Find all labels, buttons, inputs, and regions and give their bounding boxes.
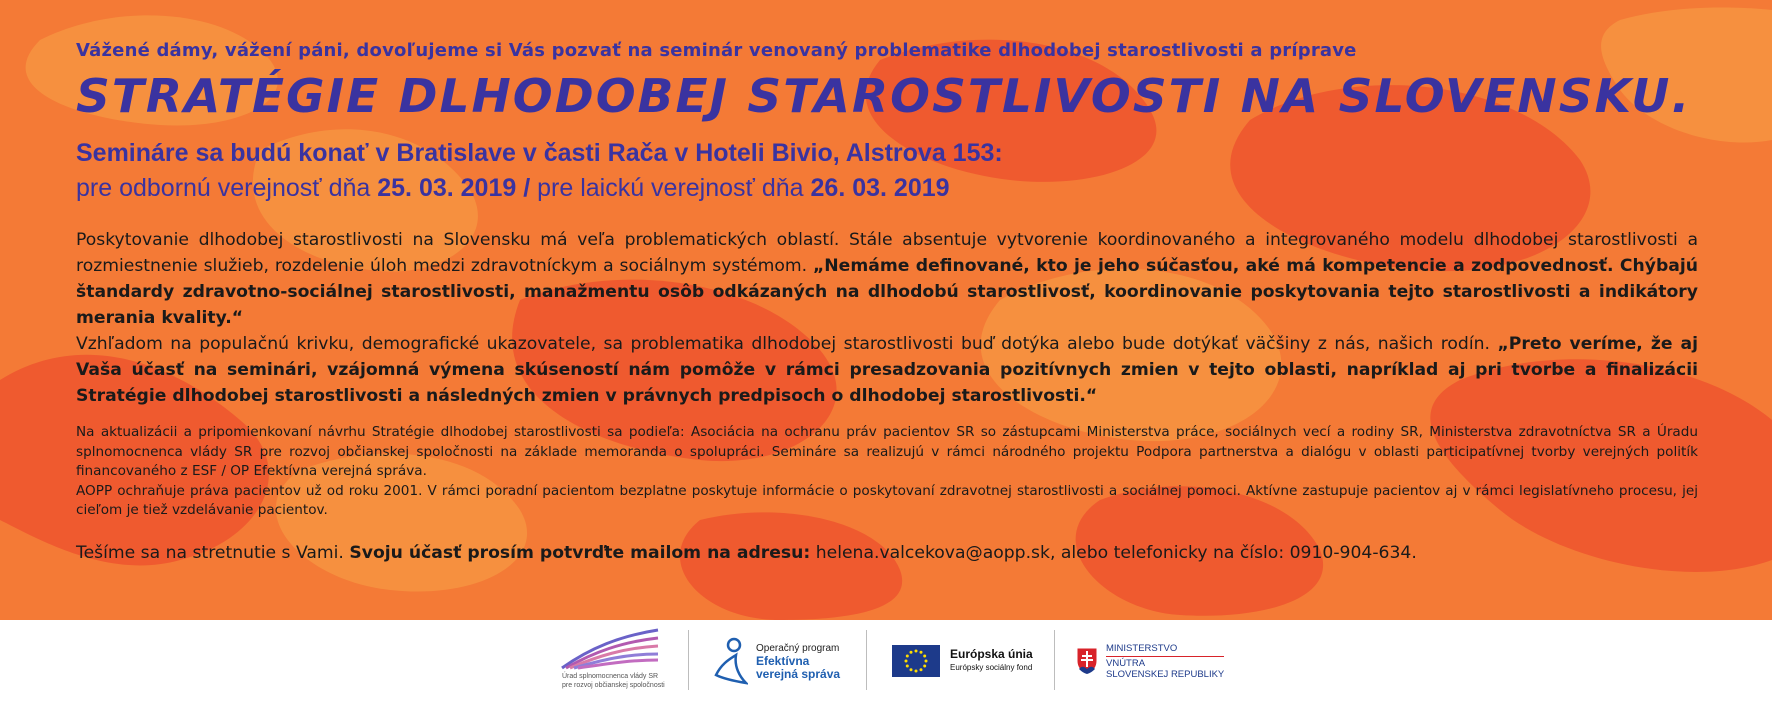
body-p2-text: Vzhľadom na populačnú krivku, demografické ukazovatele, sa problematika dlhodobej starostlivosti buď dotýka alebo bude dotýkať väčšiny z nás, našich rodín. [76, 334, 1498, 354]
logo4-line2: VNÚTRA [1106, 656, 1224, 669]
strategy-headline: STRATÉGIE DLHODOBEJ STAROSTLIVOSTI NA SLOVENSKU. [76, 69, 1692, 123]
figure-icon [712, 637, 748, 685]
professional-date: 25. 03. 2019 [377, 174, 517, 202]
notes-paragraph [76, 423, 1698, 521]
body-p1-quote: „Nemáme definované, kto je jeho súčasťou, aké má kompetencie a zodpovednosť. Chýbajú štandardy zdravotno-sociálnej starostlivosti, manažmentu osôb odkázaných na dlhodobú starostlivosť, koordinovanie poskytovania tejto starostlivosti a indikátory merania kvality.“ [76, 256, 1698, 328]
logo3-line2: Európsky sociálny fond [950, 663, 1033, 672]
professional-prefix: pre odbornú verejnosť dňa [76, 174, 378, 202]
body-paragraph [76, 227, 1698, 409]
logo4-line1: MINISTERSTVO [1106, 642, 1178, 654]
partner-logos-footer [0, 620, 1772, 701]
logo2-line2: Efektívna [756, 653, 810, 668]
logo2-line1: Operačný program [756, 642, 840, 654]
logo2-line3: verejná správa [756, 666, 841, 681]
note-aopp: AOPP ochraňuje práva pacientov už od roku 2001. V rámci poradní pacientom bezplatne poskytuje informácie o poskytovaní zdravotnej starostlivosti a sociálnej pomoci. Aktívne zastupuje pacientov aj v rámci legislatívneho procesu, jej cieľom je tiež vzdelávanie pacientov. [76, 482, 1698, 518]
contact-details: helena.valcekova@aopp.sk, alebo telefonicky na číslo: 0910-904-634. [810, 542, 1417, 563]
body-p1-text: Poskytovanie dlhodobej starostlivosti na Slovensku má veľa problematických oblastí. Stále absentuje vytvorenie koordinovaného a integrovaného modelu dlhodobej starostlivosti a rozmiestnenie služieb, rozdelenie úloh medzi zdravotníckym a sociálnym systémom. [76, 230, 1698, 276]
logo-divider [866, 630, 867, 690]
contact-line [76, 543, 1698, 563]
slovak-coat-of-arms-icon [1076, 647, 1098, 675]
invitation-content [76, 40, 1698, 563]
eu-flag-icon [892, 645, 940, 677]
swoosh-icon [560, 628, 660, 670]
body-p2-quote: „Preto veríme, že aj Vaša účasť na seminári, vzájomná výmena skúseností nám pomôže v rámci presadzovania pozitívnych zmien v tejto oblasti, napríklad aj pri tvorbe a finalizácii Stratégie dlhodobej starostlivosti a následných zmien v právnych predpisoch o dlhodobej starostlivosti.“ [76, 334, 1698, 406]
logo-divider [688, 630, 689, 690]
seminar-dates [76, 174, 1698, 203]
logo3-line1: Európska únia [950, 647, 1033, 661]
invitation-lead: Vážené dámy, vážení páni, dovoľujeme si Vás pozvať na seminár venovaný problematike dlhodobej starostlivosti a príprave [76, 40, 1357, 61]
logo-divider [1054, 630, 1055, 690]
ministry-interior-logo [1076, 628, 1236, 694]
note-cooperation: Na aktualizácii a pripomienkovaní návrhu Stratégie dlhodobej starostlivosti sa podieľa: Asociácia na ochranu práv pacientov SR so zástupcami Ministerstva práce, sociálnych vecí a rodiny SR, Ministerstva zdravotníctva SR a Úradu splnomocnenca vlády SR pre rozvoj občianskej spoločnosti na základe memoranda o spolupráci. Semináre sa realizujú v rámci národného projektu Podpora partnerstva a dialógu v oblasti participatívnej tvorby verejných politík financovaného z ESF / OP Efektívna verejná správa. [76, 424, 1698, 479]
logo4-line3: SLOVENSKEJ REPUBLIKY [1106, 668, 1225, 680]
government-office-logo [560, 628, 670, 694]
contact-greeting: Tešíme sa na stretnutie s Vami. [76, 542, 350, 563]
venue-line: Semináre sa budú konať v Bratislave v časti Rača v Hoteli Bivio, Alstrova 153: [76, 139, 1003, 167]
logo1-line1: Úrad splnomocnenca vlády SR [562, 673, 659, 680]
lay-date: 26. 03. 2019 [810, 174, 950, 202]
logo1-line2: pre rozvoj občianskej spoločnosti [562, 682, 665, 689]
op-efektivna-logo [712, 628, 872, 694]
lay-prefix: pre laickú verejnosť dňa [537, 174, 811, 202]
contact-request: Svoju účasť prosím potvrďte mailom na adresu: [349, 542, 811, 563]
date-separator: / [516, 174, 538, 202]
eu-esf-logo [892, 628, 1052, 694]
